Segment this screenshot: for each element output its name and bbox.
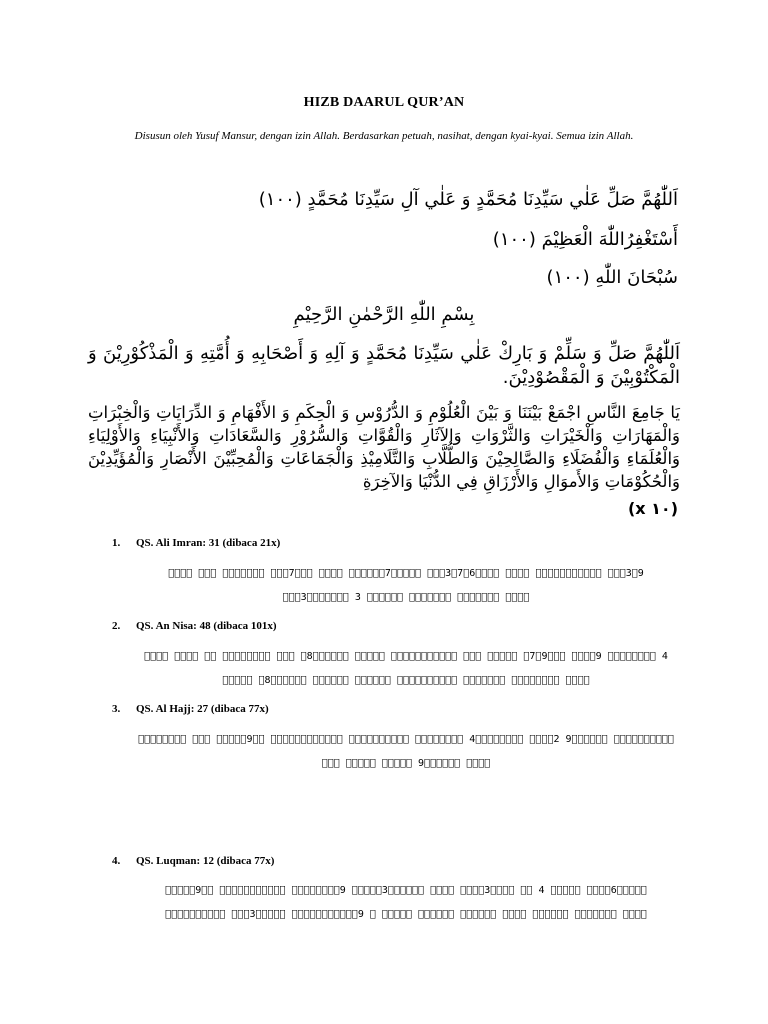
list-item-label: QS. An Nisa: 48 (dibaca 101x) xyxy=(136,620,277,632)
list-item-label: QS. Ali Imran: 31 (dibaca 21x) xyxy=(136,537,281,549)
arabic-line-tasbih: سُبْحَانَ اللّٰهِ (١٠٠) xyxy=(546,267,678,288)
list-item-heading xyxy=(112,703,269,715)
list-item-heading xyxy=(112,855,274,867)
verse-text-placeholder: 󰀀󰀀󰀀󰀀 󰀀󰀀󰀀 󰀀󰀀󰀀󰀀󰀀󰀀󰀀 󰀀󰀀󰀀7󰀀󰀀󰀀 󰀀󰀀󰀀󰀀 󰀀󰀀󰀀󰀀󰀀󰀀7󰀀󰀀󰀀󰀀󰀀 󰀀󰀀󰀀3󰀀7󰀀6󰀀󰀀󰀀󰀀 󰀀󰀀󰀀󰀀 󰀀󰀀󰀀󰀀󰀀󰀀󰀀󰀀󰀀󰀀󰀀 󰀀󰀀󰀀3󰀀9 󰀀󰀀󰀀3󰀀󰀀󰀀󰀀󰀀󰀀󰀀 3 󰀀󰀀󰀀󰀀󰀀󰀀 󰀀󰀀󰀀󰀀󰀀󰀀󰀀 󰀀󰀀󰀀󰀀󰀀󰀀󰀀 󰀀󰀀󰀀󰀀 xyxy=(168,568,644,603)
document-title: HIZB DAARUL QUR’AN xyxy=(303,95,465,110)
arabic-line-salawat-short: اَللّٰهُمَّ صَلِّ عَلٰي سَيِّدِنَا مُحَمَّدٍ وَ عَلٰي آلِ سَيِّدِنَا مُحَمَّدٍ (١٠٠) xyxy=(258,189,678,210)
arabic-doa-count xyxy=(628,497,678,521)
list-item-number: 1. xyxy=(112,537,121,549)
verse-text-placeholder: 󰀀󰀀󰀀󰀀󰀀󰀀󰀀󰀀 󰀀󰀀󰀀 󰀀󰀀󰀀󰀀󰀀9󰀀󰀀 󰀀󰀀󰀀󰀀󰀀󰀀󰀀󰀀󰀀󰀀󰀀󰀀 󰀀󰀀󰀀󰀀󰀀󰀀󰀀󰀀󰀀󰀀 󰀀󰀀󰀀󰀀󰀀󰀀󰀀󰀀 4󰀀󰀀󰀀󰀀󰀀󰀀󰀀󰀀 󰀀󰀀󰀀󰀀2 9󰀀󰀀󰀀󰀀󰀀󰀀 󰀀󰀀󰀀󰀀󰀀󰀀󰀀󰀀󰀀󰀀 󰀀󰀀󰀀 󰀀󰀀󰀀󰀀󰀀 󰀀󰀀󰀀󰀀󰀀 9󰀀󰀀󰀀󰀀󰀀󰀀 󰀀󰀀󰀀󰀀 xyxy=(138,734,674,769)
verse-text-placeholder: 󰀀󰀀󰀀󰀀 󰀀󰀀󰀀󰀀 󰀀󰀀 󰀀󰀀󰀀󰀀󰀀󰀀󰀀󰀀 󰀀󰀀󰀀 󰀀8󰀀󰀀󰀀󰀀󰀀󰀀 󰀀󰀀󰀀󰀀󰀀 󰀀󰀀󰀀󰀀󰀀󰀀󰀀󰀀󰀀󰀀󰀀 󰀀󰀀󰀀 󰀀󰀀󰀀󰀀󰀀 󰀀7󰀀9󰀀󰀀󰀀 󰀀󰀀󰀀󰀀9 󰀀󰀀󰀀󰀀󰀀󰀀󰀀󰀀 4 󰀀󰀀󰀀󰀀󰀀 󰀀8󰀀󰀀󰀀󰀀󰀀󰀀 󰀀󰀀󰀀󰀀󰀀󰀀 󰀀󰀀󰀀󰀀󰀀󰀀 󰀀󰀀󰀀󰀀󰀀󰀀󰀀󰀀󰀀󰀀 󰀀󰀀󰀀󰀀󰀀󰀀󰀀 󰀀󰀀󰀀󰀀󰀀󰀀󰀀󰀀 󰀀󰀀󰀀󰀀 xyxy=(144,651,668,686)
arabic-doa-paragraph: يَا جَامِعَ النَّاسِ اجْمَعْ بَيْنَنَا وَ بَيْنَ الْعُلُوْمِ وَ الدُّرُوْسِ وَ الْحِكَمِ وَ الأَفْهَامِ وَ الدِّرَايَاتِ وَالْخِبْرَاتِ وَالْمَهَارَاتِ وَالْخَيْرَاتِ وَالثَّرْوَاتِ وَالآثَارِ وَالْقُوَّاتِ وَالسُّرُوْرِ وَالسَّعَادَاتِ وَالأَنْبِيَاءِ وَالأَوْلِيَاءِ وَالْعُلَمَاءِ وَالْفُضَلَاءِ وَالصَّالِحِيْنَ وَالطُّلَّابِ وَالتَّلَامِيْذِ وَالْجَمَاعَاتِ وَالْمُحِبِّيْنَ الأَنْصَارِ وَالْمُؤَيِّدِيْنَ وَالْحُكُوْمَاتِ وَالأَموَالِ وَالأَرْزَاقِ فِي الدُّنْيَا وَالآخِرَةِ xyxy=(88,403,680,491)
list-item-number: 2. xyxy=(112,620,121,632)
document-subtitle: Disusun oleh Yusuf Mansur, dengan izin Allah. Berdasarkan petuah, nasihat, dengan kyai-kyai. Semua izin Allah. xyxy=(134,130,634,142)
list-item-heading xyxy=(112,537,280,549)
verse-text-placeholder: 󰀀󰀀󰀀󰀀󰀀9󰀀󰀀 󰀀󰀀󰀀󰀀󰀀󰀀󰀀󰀀󰀀󰀀󰀀 󰀀󰀀󰀀󰀀󰀀󰀀󰀀󰀀9 󰀀󰀀󰀀󰀀󰀀3󰀀󰀀󰀀󰀀󰀀󰀀 󰀀󰀀󰀀󰀀 󰀀󰀀󰀀󰀀3󰀀󰀀󰀀󰀀 󰀀󰀀 4 󰀀󰀀󰀀󰀀󰀀 󰀀󰀀󰀀󰀀6󰀀󰀀󰀀󰀀󰀀 󰀀󰀀󰀀󰀀󰀀󰀀󰀀󰀀󰀀󰀀 󰀀󰀀󰀀3󰀀󰀀󰀀󰀀󰀀 󰀀󰀀󰀀󰀀󰀀󰀀󰀀󰀀󰀀󰀀󰀀9 󰀀 󰀀󰀀󰀀󰀀󰀀 󰀀󰀀󰀀󰀀󰀀󰀀 󰀀󰀀󰀀󰀀󰀀󰀀 󰀀󰀀󰀀󰀀 󰀀󰀀󰀀󰀀󰀀󰀀 󰀀󰀀󰀀󰀀󰀀󰀀󰀀 󰀀󰀀󰀀󰀀 xyxy=(165,885,647,920)
list-item-number: 3. xyxy=(112,703,121,715)
list-item-number: 4. xyxy=(112,855,121,867)
list-item-label: QS. Al Hajj: 27 (dibaca 77x) xyxy=(136,703,269,715)
doa-count-label: (١٠ x) xyxy=(627,499,678,518)
arabic-line-istighfar: أَسْتَغْفِرُاللّٰهَ الْعَظِيْمَ (١٠٠) xyxy=(492,229,678,250)
list-item-label: QS. Luqman: 12 (dibaca 77x) xyxy=(136,855,275,867)
arabic-basmala: بِسْمِ اللّٰهِ الرَّحْمٰنِ الرَّحِيْمِ xyxy=(293,304,475,325)
list-item-heading xyxy=(112,620,277,632)
arabic-salawat-paragraph: اَللّٰهُمَّ صَلِّ وَ سَلِّمْ وَ بَارِكْ عَلٰي سَيِّدِنَا مُحَمَّدٍ وَ آلِهِ وَ أَصْحَابِهِ وَ أُمَّتِهِ وَ الْمَذْكُوْرِيْنَ وَ الْمَكْتُوْبِيْنَ وَ الْمَقْصُوْدِيْنَ. xyxy=(88,343,680,388)
